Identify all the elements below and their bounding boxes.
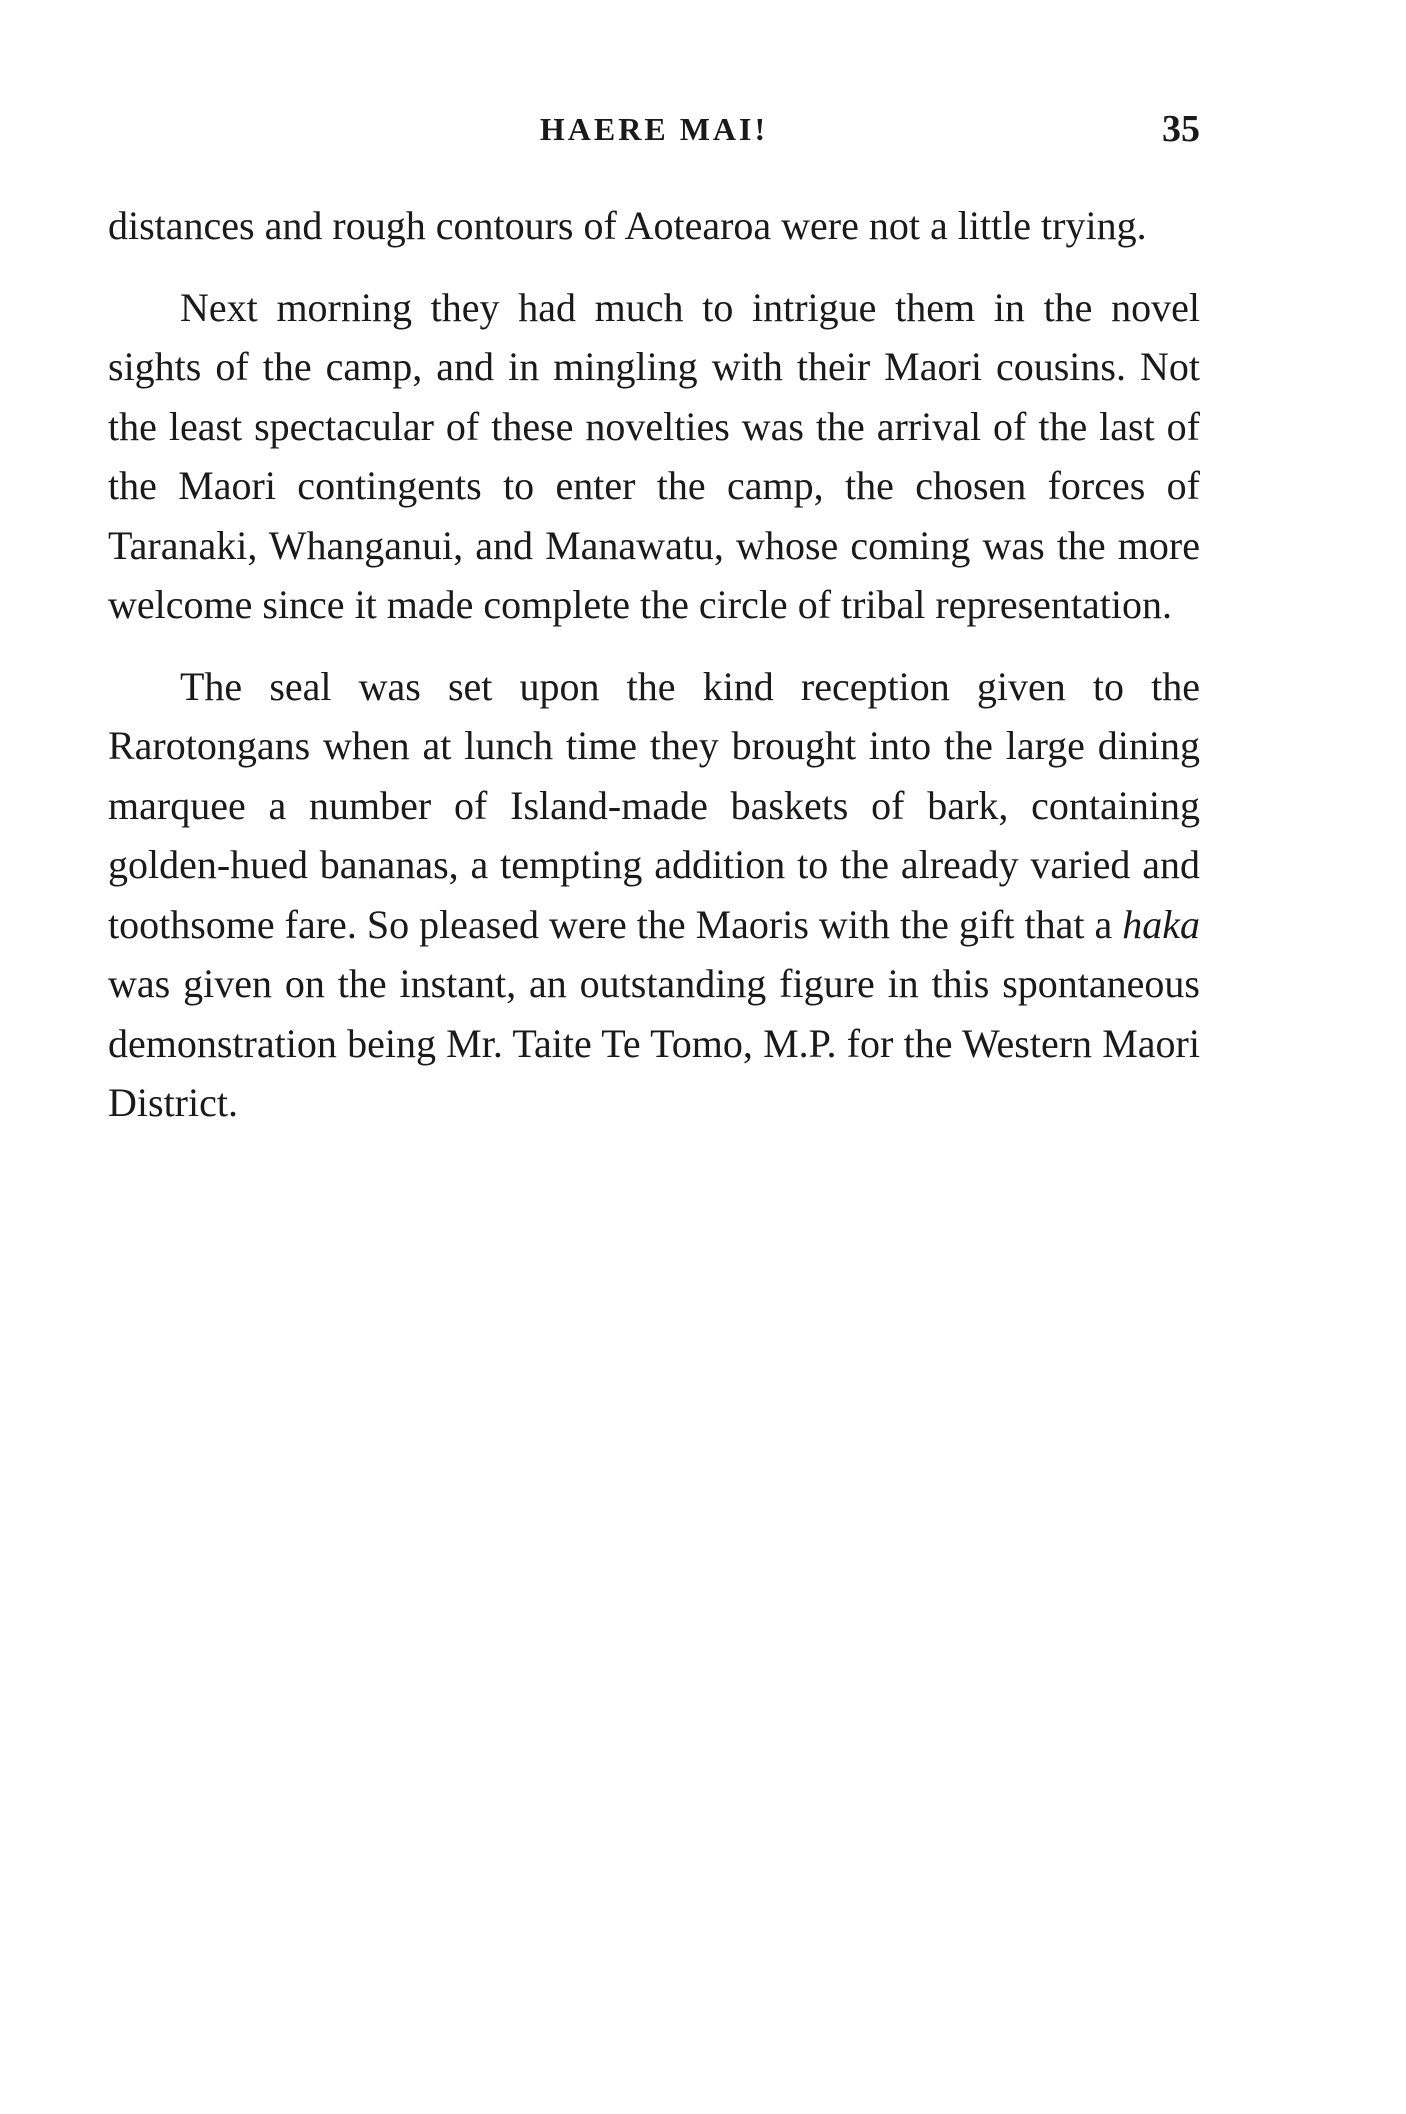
paragraph-next-morning: Next morning they had much to intrigue them in the novel sights of the camp, and in mingling with their Maori cousins. Not the least spectacular of these novelties was the arrival of the last of the Maori contingents to enter the camp, the chosen forces of Taranaki, Whanganui, and Manawatu, whose coming was the more welcome since it made complete the circle of tribal representation. xyxy=(108,284,1200,627)
body-text xyxy=(108,196,1200,1133)
paragraph-seal-part-1: The seal was set upon the kind reception given to the Rarotongans when at lunch time they brought into the large dining marquee a number of Island-made baskets of bark, containing golden-hued bananas, a tempting addition to the already varied and toothsome fare. So pleased were the Maoris with the gift that a xyxy=(108,663,1200,947)
running-title: HAERE MAI! xyxy=(539,111,769,147)
paragraph-seal xyxy=(108,657,1200,1133)
page-number: 35 xyxy=(1162,108,1200,150)
paragraph-seal-part-2: was given on the instant, an outstanding figure in this spontaneous demonstration being Mr. Taite Te Tomo, M.P. for the Western Maori District. xyxy=(108,961,1200,1125)
paragraph-continued: distances and rough contours of Aotearoa were not a little trying. xyxy=(108,203,1147,248)
running-header xyxy=(108,104,1200,154)
italic-word-haka: haka xyxy=(1122,901,1200,947)
